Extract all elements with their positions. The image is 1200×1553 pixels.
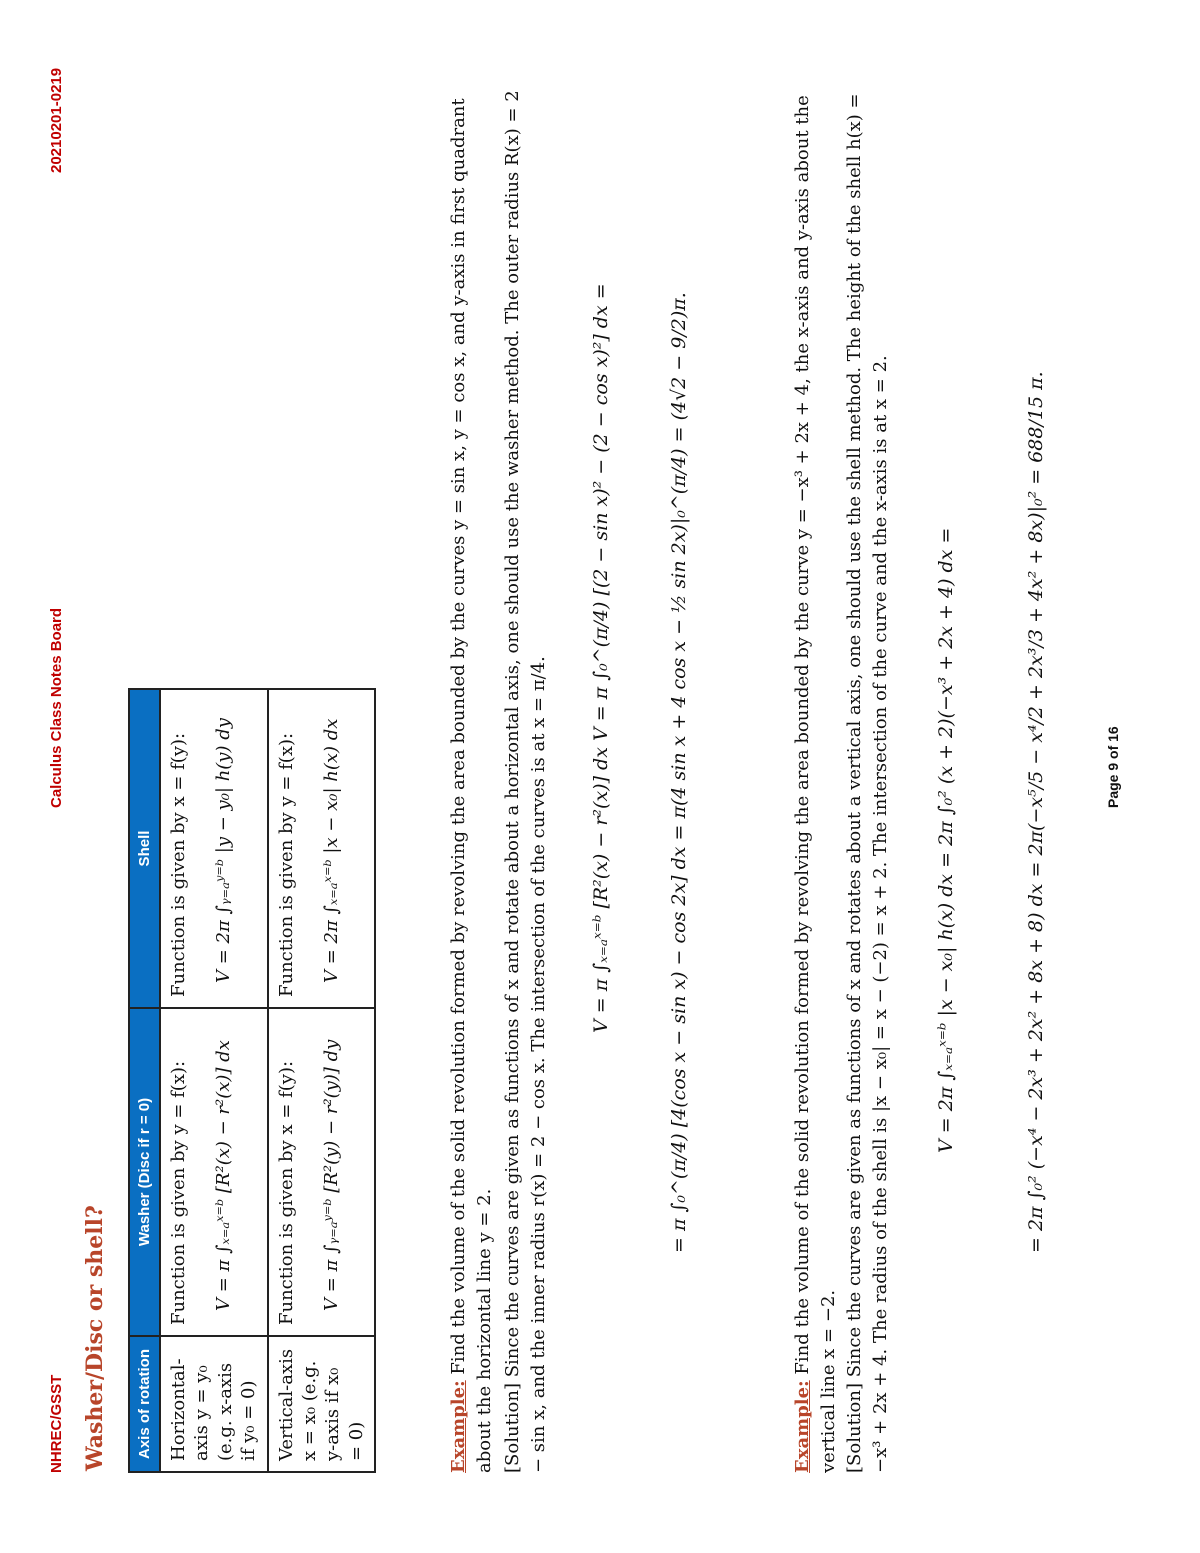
col-header-shell: Shell: [129, 689, 160, 1008]
shell-cell: [160, 689, 268, 1008]
header-title: Calculus Class Notes Board: [48, 607, 65, 808]
axis-cell: Horizontal-axis y = y₀ (e.g. x-axis if y₀ = 0): [160, 1336, 268, 1472]
header-date: 20210201-0219: [48, 67, 65, 173]
col-header-washer: Washer (Disc if r = 0): [129, 1008, 160, 1336]
shell-condition: Function is given by y = f(x):: [275, 732, 297, 997]
table-row: [268, 689, 376, 1472]
axis-cell: Vertical-axis x = x₀ (e.g. y-axis if x₀ = 0): [268, 1336, 376, 1472]
example-1-solution: [Solution] Since the curves are given as functions of x and rotate about a horizontal axis, one should use the washer method. The outer radius R(x) = 2 − sin x, and the inner radius r(x) = 2 − cos x. The intersection of the curves is at x = π/4.: [502, 90, 550, 1473]
example-2-problem: [790, 73, 842, 1473]
shell-formula: V = 2π ∫ₓ₌ₐˣ⁼ᵇ |x − x₀| h(x) dx: [320, 718, 342, 983]
shell-cell: [268, 689, 376, 1008]
washer-formula: V = π ∫ₓ₌ₐˣ⁼ᵇ [R²(x) − r²(x)] dx: [213, 1040, 235, 1311]
washer-condition: Function is given by y = f(x):: [168, 1060, 189, 1325]
washer-formula: V = π ∫ᵧ₌ₐʸ⁼ᵇ [R²(y) − r²(y)] dy: [320, 1039, 342, 1311]
washer-condition: Function is given by x = f(y):: [275, 1060, 297, 1325]
shell-formula: V = 2π ∫ᵧ₌ₐʸ⁼ᵇ |y − y₀| h(y) dy: [213, 718, 235, 983]
table-header-row: [129, 689, 160, 1472]
col-header-axis: Axis of rotation: [129, 1336, 160, 1472]
method-table: [128, 688, 376, 1473]
shell-condition: Function is given by x = f(y):: [168, 732, 189, 997]
washer-cell: [268, 1008, 376, 1336]
example-1-equation-2: = π ∫₀^(π/4) [4(cos x − sin x) − cos 2x] dx = π(4 sin x + 4 cos x − ½ sin 2x)|₀^(π/4) = (4√2 − 9/2)π.: [668, 292, 690, 1253]
washer-cell: [160, 1008, 268, 1336]
example-1-problem: [446, 73, 498, 1473]
example-text: Find the volume of the solid revolution formed by revolving the area bounded by the curve y = −x³ + 2x + 4, the x-axis and y-axis about the vertical line x = −2.: [792, 95, 840, 1473]
page-title: Washer/Disc or shell?: [82, 1205, 108, 1471]
table-row: [160, 689, 268, 1472]
example-2-solution: [Solution] Since the curves are given as functions of x and rotates about a vertical axis, one should use the shell method. The height of the shell h(x) = −x³ + 2x + 4. The radius of the shell is |x − x₀| = x − (−2) = x + 2. The intersection of the curve and the x-axis is at x = 2.: [844, 93, 892, 1473]
example-2-equation-2: = 2π ∫₀² (−x⁴ − 2x³ + 2x² + 8x + 8) dx = 2π(−x⁵/5 − x⁴/2 + 2x³/3 + 4x² + 8x)|₀² = 688/15 π.: [1025, 371, 1047, 1253]
example-1-equation-1: V = π ∫ₓ₌ₐˣ⁼ᵇ [R²(x) − r²(x)] dx V = π ∫₀^(π/4) [(2 − sin x)² − (2 − cos x)²] dx =: [590, 283, 612, 1033]
example-2-equation-1: V = 2π ∫ₓ₌ₐˣ⁼ᵇ |x − x₀| h(x) dx = 2π ∫₀² (x + 2)(−x³ + 2x + 4) dx =: [935, 527, 957, 1153]
example-label: Example:: [448, 1380, 469, 1473]
example-text: Find the volume of the solid revolution formed by revolving the area bounded by the curves y = sin x, y = cos x, and y-axis in first quadrant about the horizontal line y = 2.: [448, 98, 496, 1473]
page-number: Page 9 of 16: [1105, 726, 1121, 808]
example-label: Example:: [792, 1380, 813, 1473]
header-left: NHREC/GSST: [48, 1374, 65, 1473]
